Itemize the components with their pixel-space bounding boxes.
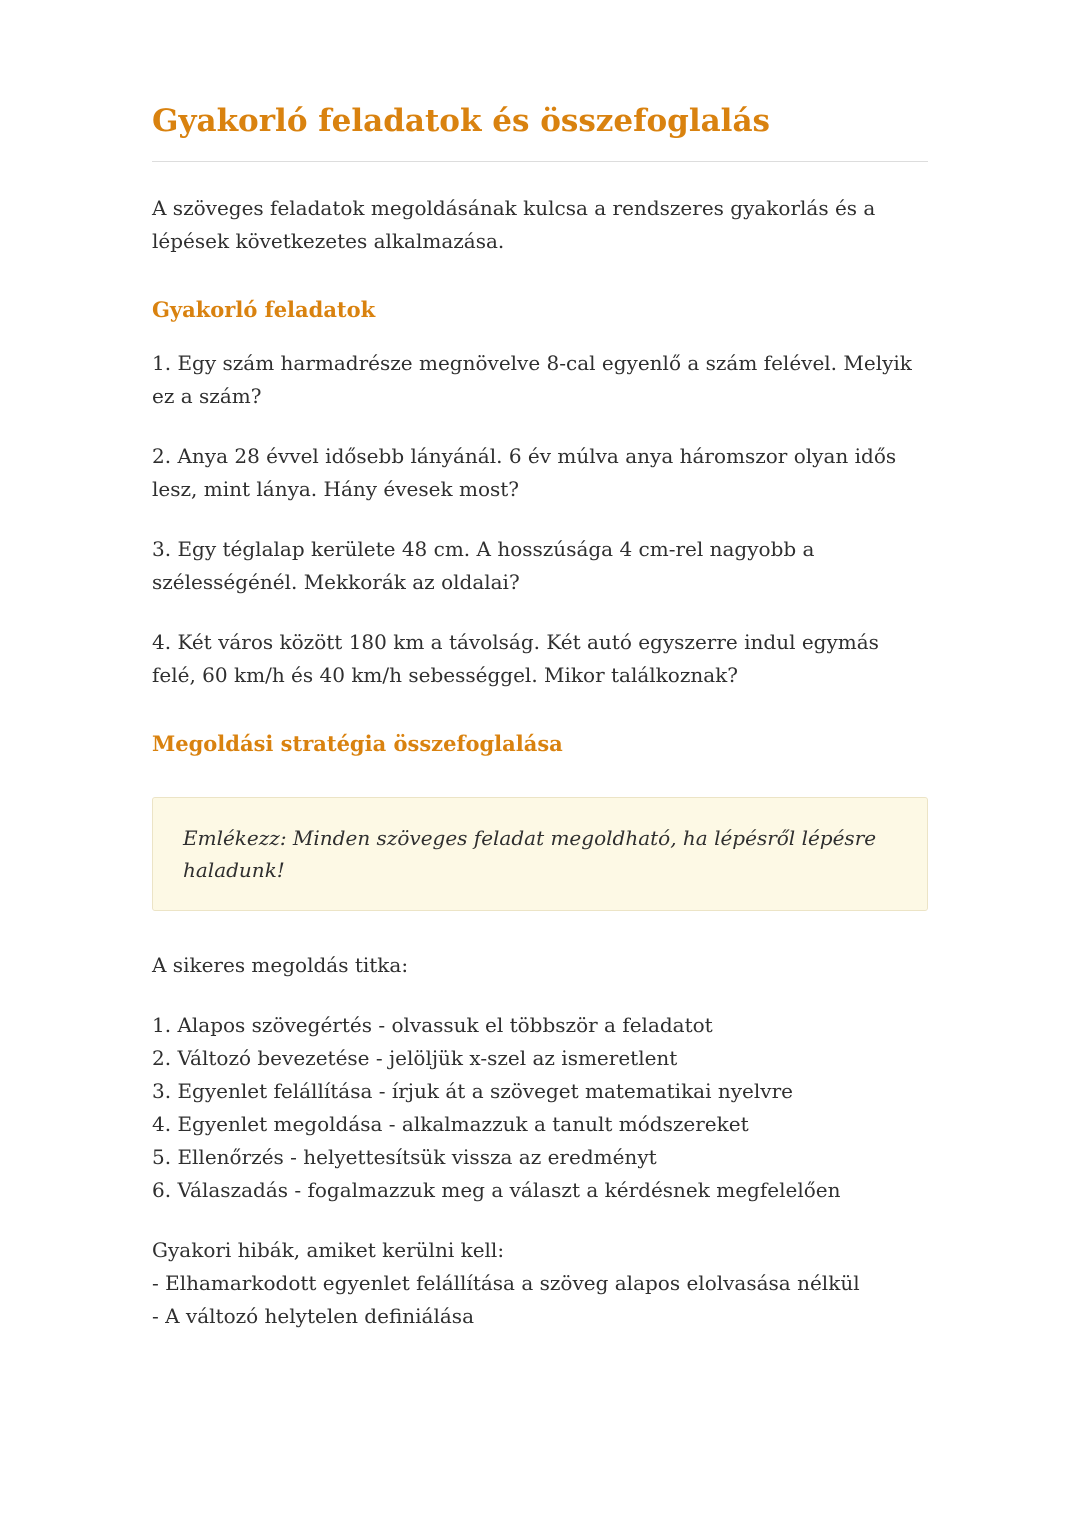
solution-steps-list — [152, 1009, 928, 1207]
solution-step-5: 5. Ellenőrzés - helyettesítsük vissza az eredményt — [152, 1145, 657, 1170]
callout-box — [152, 797, 928, 911]
callout-text: Emlékezz: Minden szöveges feladat megoldható, ha lépésről lépésre haladunk! — [183, 826, 877, 883]
solution-step-3: 3. Egyenlet felállítása - írjuk át a szöveget matematikai nyelvre — [152, 1079, 793, 1104]
title-divider — [152, 161, 928, 162]
practice-problem-2: 2. Anya 28 évvel idősebb lányánál. 6 év múlva anya háromszor olyan idős lesz, mint lánya. Hány évesek most? — [152, 444, 897, 502]
intro-paragraph: A szöveges feladatok megoldásának kulcsa a rendszeres gyakorlás és a lépések következetes alkalmazása. — [152, 195, 876, 253]
strategy-section-heading: Megoldási stratégia összefoglalása — [152, 731, 563, 757]
practice-problem-1: 1. Egy szám harmadrésze megnövelve 8-cal egyenlő a szám felével. Melyik ez a szám? — [152, 351, 912, 409]
solution-step-4: 4. Egyenlet megoldása - alkalmazzuk a tanult módszereket — [152, 1112, 749, 1137]
practice-section-heading: Gyakorló feladatok — [152, 296, 376, 322]
document-content — [152, 0, 928, 1333]
solution-step-1: 1. Alapos szövegértés - olvassuk el többször a feladatot — [152, 1013, 713, 1038]
mistake-item-1: - Elhamarkodott egyenlet felállítása a szöveg alapos elolvasása nélkül — [152, 1271, 860, 1296]
common-mistakes-block — [152, 1234, 928, 1333]
mistakes-intro: Gyakori hibák, amiket kerülni kell: — [152, 1238, 505, 1263]
success-intro: A sikeres megoldás titka: — [152, 953, 409, 978]
solution-step-6: 6. Válaszadás - fogalmazzuk meg a választ a kérdésnek megfelelően — [152, 1178, 841, 1203]
mistake-item-2: - A változó helytelen definiálása — [152, 1304, 474, 1329]
practice-problem-3: 3. Egy téglalap kerülete 48 cm. A hosszúsága 4 cm-rel nagyobb a szélességénél. Mekkorák az oldalai? — [152, 537, 815, 595]
solution-step-2: 2. Változó bevezetése - jelöljük x-szel az ismeretlent — [152, 1046, 678, 1071]
page-title: Gyakorló feladatok és összefoglalás — [152, 103, 771, 139]
practice-problem-4: 4. Két város között 180 km a távolság. Két autó egyszerre indul egymás felé, 60 km/h és 40 km/h sebességgel. Mikor találkoznak? — [152, 630, 879, 688]
